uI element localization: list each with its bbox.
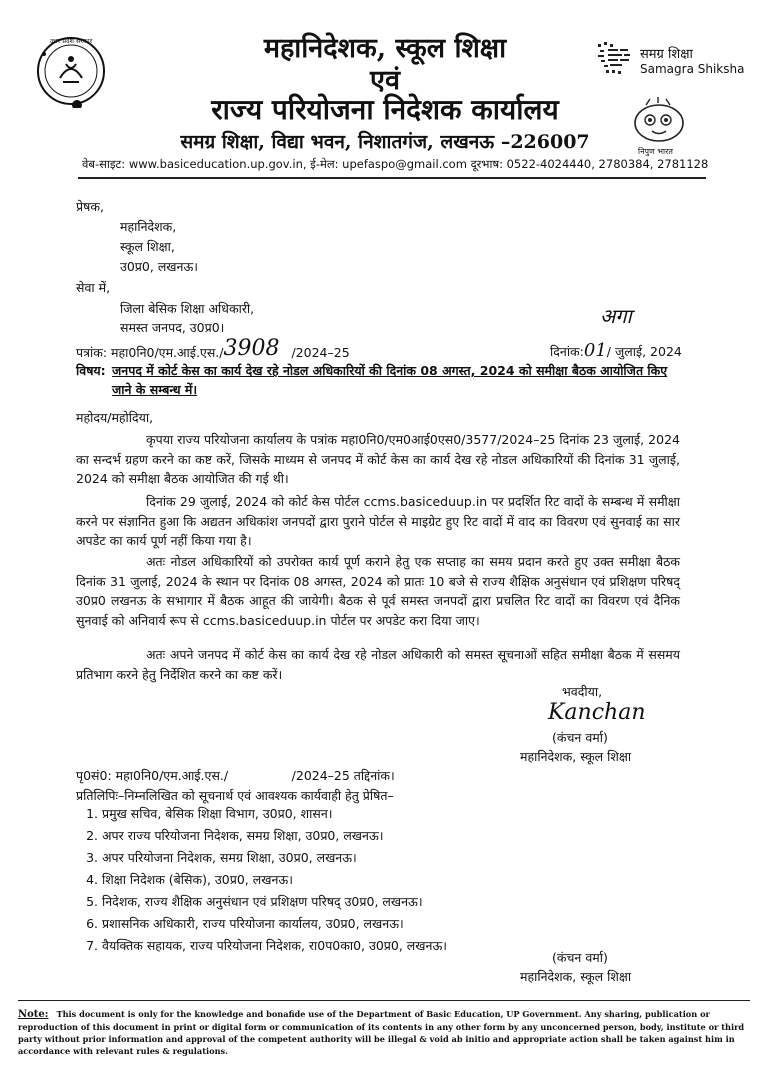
sender-label: प्रेषक,: [76, 199, 104, 214]
copy-item: 7. वैयक्तिक सहायक, राज्य परियोजना निदेशक, रा0प0का0, उ0प्र0, लखनऊ।: [102, 935, 676, 957]
endorsement-ref: पृ0सं0: महा0नि0/एम.आई.एस./ /2024–25 तद्दिनांक।: [76, 768, 395, 783]
recipient-label: सेवा में,: [76, 280, 111, 295]
ss-hindi: समग्र शिक्षा: [640, 47, 693, 62]
date-label: दिनांक:: [550, 344, 584, 359]
up-government-emblem: [30, 34, 112, 108]
endorsement-name: (कंचन वर्मा): [552, 950, 608, 965]
footer-note-label: Note:: [18, 1009, 49, 1020]
paragraph-3: अतः नोडल अधिकारियों को उपरोक्त कार्य पूर्ण कराने हेतु एक सप्ताह का समय प्रदान करते हुए उक्त समीक्षा बैठक दिनांक 31 जुलाई, 2024 के स्थान पर दिनांक 08 अगस्त, 2024 को प्रातः 10 बजे से राज्य शैक्षिक अनुसंधान एवं प्रशिक्षण परिषद् उ0प्र0 लखनऊ के सभागार में बैठक आहूत की जायेगी। बैठक से पूर्व समस्त जनपदों द्वारा प्रचलित रिट वादों का विवरण एवं दैनिक सुनवाई को अनिवार्य रूप से ccms.basiceduup.in पोर्टल पर अपडेट करा दिया जाए।: [76, 554, 680, 628]
paragraph-2: दिनांक 29 जुलाई, 2024 को कोर्ट केस पोर्टल ccms.basiceduup.in पर प्रदर्शित रिट वादों के सम्बन्ध में समीक्षा करने पर संज्ञानित हुआ कि अद्यतन अधिकांश जनपदों द्वारा पुराने पोर्टल से माइग्रेट हुए रिट वादों में वाद का विवरण एवं सुनवाई का सार अपडेट का कार्य पूर्ण नहीं किया गया है।: [76, 494, 680, 548]
recipient-line-1: जिला बेसिक शिक्षा अधिकारी,: [120, 301, 255, 316]
copy-item: 1. प्रमुख सचिव, बेसिक शिक्षा विभाग, उ0प्र0, शासन।: [102, 803, 676, 825]
signatory-name: (कंचन वर्मा): [552, 730, 608, 745]
reference-prefix: पत्रांक: महा0नि0/एम.आई.एस./: [76, 345, 224, 360]
copy-item: 2. अपर राज्य परियोजना निदेशक, समग्र शिक्षा, उ0प्र0, लखनऊ।: [102, 825, 676, 847]
sender-line-2: स्कूल शिक्षा,: [120, 239, 175, 254]
title-line-2: एवं: [370, 65, 400, 96]
title-line-3: राज्य परियोजना निदेशक कार्यालय: [211, 93, 559, 126]
copy-list: [76, 803, 676, 957]
copy-item: 3. अपर परियोजना निदेशक, समग्र शिक्षा, उ0प्र0, लखनऊ।: [102, 847, 676, 869]
reference-number: 3908: [223, 336, 280, 361]
signature: Kanchan: [548, 700, 646, 725]
copy-item: 5. निदेशक, राज्य शैक्षिक अनुसंधान एवं प्रशिक्षण परिषद् उ0प्र0, लखनऊ।: [102, 891, 676, 913]
nipun-mascot-icon: [628, 96, 690, 146]
title-line-1: महानिदेशक, स्कूल शिक्षा: [263, 33, 507, 64]
signatory-designation: महानिदेशक, स्कूल शिक्षा: [520, 749, 632, 764]
emblem-text: उत्तर प्रदेश सरकार: [49, 37, 93, 45]
samagra-shiksha-icon: [596, 40, 632, 78]
copy-item: 4. शिक्षा निदेशक (बेसिक), उ0प्र0, लखनऊ।: [102, 869, 676, 891]
reference-line: [76, 336, 350, 362]
samagra-shiksha-logo: [596, 40, 745, 82]
paragraph-4: अतः अपने जनपद में कोर्ट केस का कार्य देख रहे नोडल अधिकारी को समस्त सूचनाओं सहित समीक्षा बैठक में ससमय प्रतिभाग करने हेतु निर्देशित करने का कष्ट करें।: [76, 647, 680, 682]
contact-line: वेब-साइट: www.basiceducation.up.gov.in, ई-मेल: upefaspo@gmail.com दूरभाष: 0522-4024440, 2780384, 2781128: [82, 157, 709, 171]
office-address: समग्र शिक्षा, विद्या भवन, निशातगंज, लखनऊ –226007: [180, 131, 590, 153]
date-day: 01: [583, 340, 607, 361]
paragraph-1: कृपया राज्य परियोजना कार्यालय के पत्रांक महा0नि0/एम0आई0एस0/3577/2024–25 दिनांक 23 जुलाई, 2024 का सन्दर्भ ग्रहण करने का कष्ट करें, जिसके माध्यम से जनपद में कोर्ट केस का कार्य देख रहे नोडल अधिकारियों की दिनांक 31 जुलाई, 2024 को समीक्षा बैठक आयोजित की गई थी।: [76, 432, 680, 486]
header-divider: [78, 177, 706, 179]
ss-english: Samagra Shiksha: [640, 62, 745, 76]
nipun-bharat-mascot: [628, 96, 690, 156]
footer-note-text: This document is only for the knowledge and bonafide use of the Department of Basic Education, UP Government. Any sharing, publication or reproduction of this document in print or digital form or communication of its contents in any other form by any unconcerned person, body, institute or third party without prior information and approval of the competent authority will be illegal & void ab initio and appropriate action shall be taken against him in accordance with relevant rules & regulations.: [18, 1009, 745, 1056]
recipient-line-2: समस्त जनपद, उ0प्र0।: [120, 320, 225, 335]
date-rest: / जुलाई, 2024: [606, 344, 682, 359]
footer-note: [18, 1008, 748, 1057]
subject-text: जनपद में कोर्ट केस का कार्य देख रहे नोडल अधिकारियों की दिनांक 08 अगस्त, 2024 को समीक्षा बैठक आयोजित किए जाने के सम्बन्ध में।: [112, 363, 668, 397]
endorsement-designation: महानिदेशक, स्कूल शिक्षा: [520, 969, 632, 984]
reference-suffix: /2024–25: [291, 345, 350, 360]
date-line: [550, 341, 682, 361]
valediction: भवदीया,: [562, 684, 603, 699]
handwritten-note: अगा: [600, 304, 632, 328]
copy-item: 6. प्रशासनिक अधिकारी, राज्य परियोजना कार्यालय, उ0प्र0, लखनऊ।: [102, 913, 676, 935]
sender-line-1: महानिदेशक,: [120, 219, 177, 234]
salutation: महोदय/महोदिया,: [76, 410, 154, 425]
endorsement-intro: प्रतिलिपिः–निम्नलिखित को सूचनार्थ एवं आवश्यक कार्यवाही हेतु प्रेषित–: [76, 788, 394, 803]
subject: [76, 361, 680, 399]
footer-divider: [18, 1000, 750, 1001]
mascot-caption: निपुण भारत: [638, 147, 673, 156]
subject-label: विषय:: [76, 363, 106, 378]
sender-line-3: उ0प्र0, लखनऊ।: [120, 259, 199, 274]
